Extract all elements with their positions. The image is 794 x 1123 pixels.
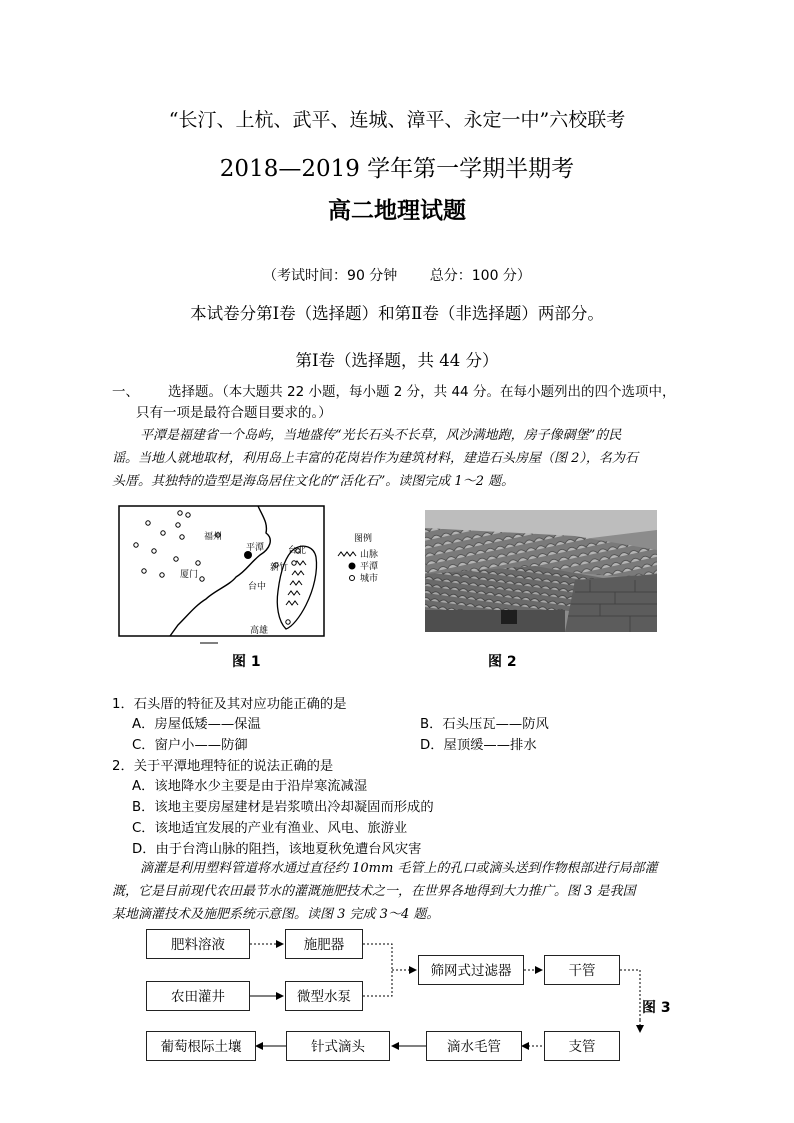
city-fuzhou: 福州 bbox=[204, 532, 223, 542]
passage2 bbox=[112, 857, 687, 926]
q1-stem: 1．石头厝的特征及其对应功能正确的是 bbox=[112, 697, 347, 712]
legend-city-symbol bbox=[350, 576, 355, 581]
figure2-photo bbox=[425, 510, 657, 632]
box-needle-dripper: 针式滴头 bbox=[286, 1031, 390, 1061]
figure3-caption: 图 3 bbox=[642, 1000, 671, 1016]
legend-city: 城市 bbox=[360, 574, 379, 584]
legend-mountain: 山脉 bbox=[360, 550, 379, 560]
passage2-line3: 某地滴灌技术及施肥系统示意图。读图 3 完成 3～4 题。 bbox=[112, 907, 440, 922]
connector-merge bbox=[363, 944, 392, 996]
exam-intro: 本试卷分第Ⅰ卷（选择题）和第Ⅱ卷（非选择题）两部分。 bbox=[190, 304, 604, 323]
box-screen-filter: 筛网式过滤器 bbox=[418, 955, 524, 985]
q1-option-d[interactable]: D．屋顶缓——排水 bbox=[420, 738, 537, 753]
section1-number: 一、 bbox=[112, 384, 139, 400]
exam-title-schools: “长汀、上杭、武平、连城、漳平、永定一中”六校联考 bbox=[168, 109, 626, 131]
q2-stem: 2．关于平潭地理特征的说法正确的是 bbox=[112, 759, 334, 774]
total-score: 总分：100 分） bbox=[429, 268, 531, 284]
city-taichung: 台中 bbox=[248, 582, 267, 592]
exam-time: （考试时间：90 分钟 bbox=[263, 268, 398, 284]
box-fertilizer-solution: 肥料溶液 bbox=[146, 929, 250, 959]
section1-line1: 选择题。（本大题共 22 小题，每小题 2 分，共 44 分。在每小题列出的四个选项中， bbox=[168, 384, 676, 400]
figure1-map bbox=[118, 505, 408, 645]
figure1-caption: 图 1 bbox=[232, 654, 261, 670]
city-kaohsiung: 高雄 bbox=[250, 626, 269, 636]
q2-option-c[interactable]: C．该地适宜发展的产业有渔业、风电、旅游业 bbox=[132, 821, 408, 836]
box-drip-capillary: 滴水毛管 bbox=[426, 1031, 522, 1061]
city-taipei: 台北 bbox=[288, 546, 307, 556]
passage1 bbox=[112, 424, 687, 493]
legend-mountain-symbol bbox=[338, 552, 356, 556]
q1-option-c[interactable]: C．窗户小——防御 bbox=[132, 738, 248, 753]
legend-pingtan: 平潭 bbox=[360, 562, 379, 572]
box-field-well: 农田灌井 bbox=[146, 981, 250, 1011]
figure2-caption: 图 2 bbox=[488, 654, 517, 670]
city-hsinchu: 新竹 bbox=[270, 563, 289, 573]
box-main-pipe: 干管 bbox=[544, 955, 620, 985]
passage2-line1: 滴灌是利用塑料管道将水通过直径约 10mm 毛管上的孔口或滴头送到作物根部进行局部灌 bbox=[140, 861, 658, 876]
section1-line2: 只有一项是最符合题目要求的。） bbox=[136, 405, 332, 421]
q2-option-d[interactable]: D．由于台湾山脉的阻挡，该地夏秋免遭台风灾害 bbox=[132, 842, 422, 857]
exam-title-subject: 高二地理试题 bbox=[328, 197, 466, 224]
q2-option-b[interactable]: B．该地主要房屋建材是岩浆喷出冷却凝固而形成的 bbox=[132, 800, 434, 815]
box-micro-pump: 微型水泵 bbox=[285, 981, 363, 1011]
part1-heading: 第Ⅰ卷（选择题，共 44 分） bbox=[295, 351, 499, 370]
photo-window bbox=[501, 610, 517, 624]
exam-meta bbox=[0, 265, 794, 285]
city-xiamen: 厦门 bbox=[180, 570, 199, 580]
passage1-line1: 平潭是福建省一个岛屿，当地盛传“光长石头不长草，风沙满地跑，房子像碉堡”的民 bbox=[140, 428, 622, 443]
passage1-line3: 头厝。其独特的造型是海岛居住文化的“活化石”。读图完成 1～2 题。 bbox=[112, 474, 515, 489]
exam-title-term: 2018—2019 学年第一学期半期考 bbox=[219, 156, 575, 182]
q1-option-a[interactable]: A．房屋低矮——保温 bbox=[132, 717, 261, 732]
city-pingtan: 平潭 bbox=[246, 543, 265, 553]
legend-title: 图例 bbox=[354, 534, 373, 544]
passage2-line2: 溉，它是目前现代农田最节水的灌溉施肥技术之一，在世界各地得到大力推广。图 3 是我国 bbox=[112, 884, 636, 899]
box-branch-pipe: 支管 bbox=[544, 1031, 620, 1061]
box-grape-root-soil: 葡萄根际土壤 bbox=[146, 1031, 256, 1061]
photo-ground bbox=[425, 610, 565, 632]
q2-option-a[interactable]: A．该地降水少主要是由于沿岸寒流减湿 bbox=[132, 779, 368, 794]
figure3-diagram bbox=[140, 928, 670, 1068]
box-fertilizer-applicator: 施肥器 bbox=[285, 929, 363, 959]
legend-pingtan-symbol bbox=[349, 563, 356, 570]
q1-option-b[interactable]: B．石头压瓦——防风 bbox=[420, 717, 549, 732]
arrow-main-down bbox=[620, 970, 640, 1020]
section1-instructions bbox=[112, 382, 682, 424]
passage1-line2: 谣。当地人就地取材，利用岛上丰富的花岗岩作为建筑材料，建造石头房屋（图 2），名为石 bbox=[112, 451, 638, 466]
photo-stone-wall bbox=[565, 574, 657, 632]
